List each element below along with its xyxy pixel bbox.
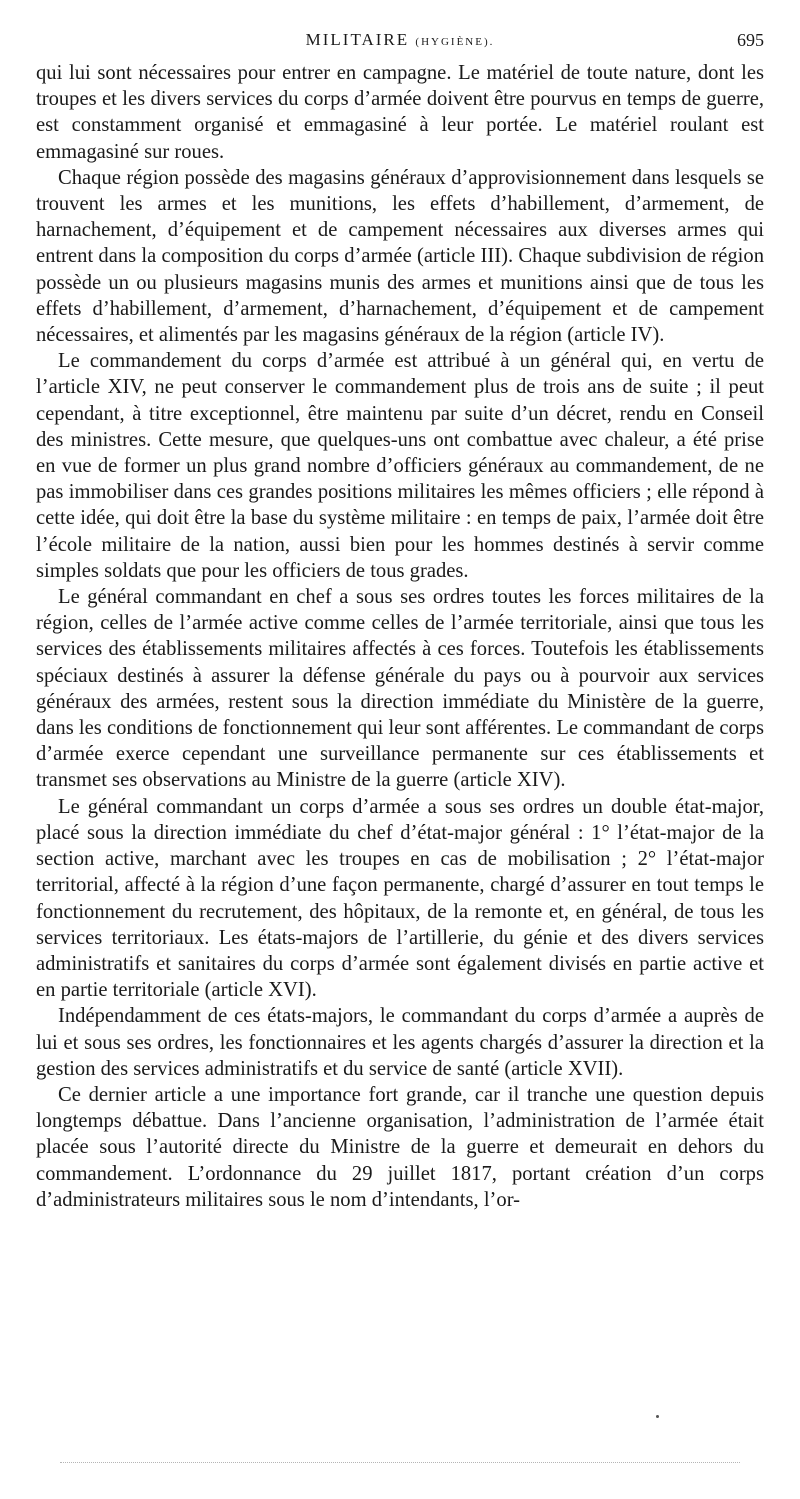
paragraph: Le commandement du corps d’armée est attribué à un général qui, en vertu de l’article XIV, ne peut conserver le commandement plus de trois ans de suite ; il peut cependant, à titre exceptionnel, être maintenu par suite d’un décret, rendu en Conseil des ministres. Cette mesure, que quelques-uns ont combattue avec chaleur, a été prise en vue de former un plus grand nombre d’officiers généraux au commandement, de ne pas immobiliser dans ces grandes positions militaires les mêmes officiers ; elle répond à cette idée, qui doit être la base du système militaire : en temps de paix, l’armée doit être l’école militaire de la nation, aussi bien pour les hommes destinés à servir comme simples soldats que pour les officiers de tous grades. [36, 350, 764, 582]
bottom-bleed-through-rule [60, 1462, 740, 1463]
running-head [36, 26, 764, 60]
page-number: 695 [737, 30, 764, 50]
stray-ink-mark [656, 1415, 659, 1418]
page [36, 26, 764, 1213]
running-title [36, 30, 764, 50]
paragraph: Le général commandant un corps d’armée a sous ses ordres un double état-major, placé sous la direction immédiate du chef d’état-major général : 1° l’état-major de la section active, marchant avec les troupes en cas de mobilisation ; 2° l’état-major territorial, affecté à la région d’une façon permanente, chargé d’assurer en tout temps le fonctionnement du recrutement, des hôpitaux, de la remonte et, en général, de tous les services territoriaux. Les états-majors de l’artillerie, du génie et des divers services administratifs et sanitaires du corps d’armée sont également divisés en partie active et en partie territoriale (article XVI). [36, 795, 764, 1002]
paragraph: Le général commandant en chef a sous ses ordres toutes les forces militaires de la région, celles de l’armée active comme celles de l’armée territoriale, ainsi que tous les services des établissements militaires affectés à ces forces. Toutefois les établissements spéciaux destinés à assurer la défense générale du pays ou à pourvoir aux services généraux des armées, restent sous la direction immédiate du Ministère de la guerre, dans les conditions de fonctionnement qui leur sont afférentes. Le commandant de corps d’armée exerce cependant une surveillance permanente sur ces établissements et transmet ses observations au Ministre de la guerre (article XIV). [36, 586, 764, 792]
paragraph: Indépendamment de ces états-majors, le commandant du corps d’armée a auprès de lui et sous ses ordres, les fonctionnaires et les agents chargés d’assurer la direction et la gestion des services administratifs et du service de santé (article XVII). [36, 1005, 764, 1080]
header-title: MILITAIRE [305, 30, 410, 49]
paragraph: Chaque région possède des magasins généraux d’approvisionnement dans lesquels se trouvent les armes et les munitions, les effets d’habillement, d’armement, de harnachement, d’équipement et de campement nécessaires aux diverses armes qui entrent dans la composition du corps d’armée (article III). Chaque subdivision de région possède un ou plusieurs magasins munis des armes et munitions ainsi que de tous les effets d’habillement, d’armement, d’harnachement, d’équipement et de campement nécessaires, et alimentés par les magasins généraux de la région (article IV). [36, 166, 764, 347]
header-subtitle: (HYGIÈNE). [415, 36, 495, 48]
paragraph: qui lui sont nécessaires pour entrer en campagne. Le matériel de toute nature, dont les troupes et les divers services du corps d’armée doivent être pourvus en temps de guerre, est constamment organisé et emmagasiné à leur portée. Le matériel roulant est emmagasiné sur roues. [36, 62, 764, 163]
body-text [36, 60, 764, 1213]
paragraph: Ce dernier article a une importance fort grande, car il tranche une question depuis longtemps débattue. Dans l’ancienne organisation, l’administration de l’armée était placée sous l’autorité directe du Ministre de la guerre et demeurait en dehors du commandement. L’ordonnance du 29 juillet 1817, portant création d’un corps d’administrateurs militaires sous le nom d’intendants, l’or- [36, 1083, 764, 1211]
